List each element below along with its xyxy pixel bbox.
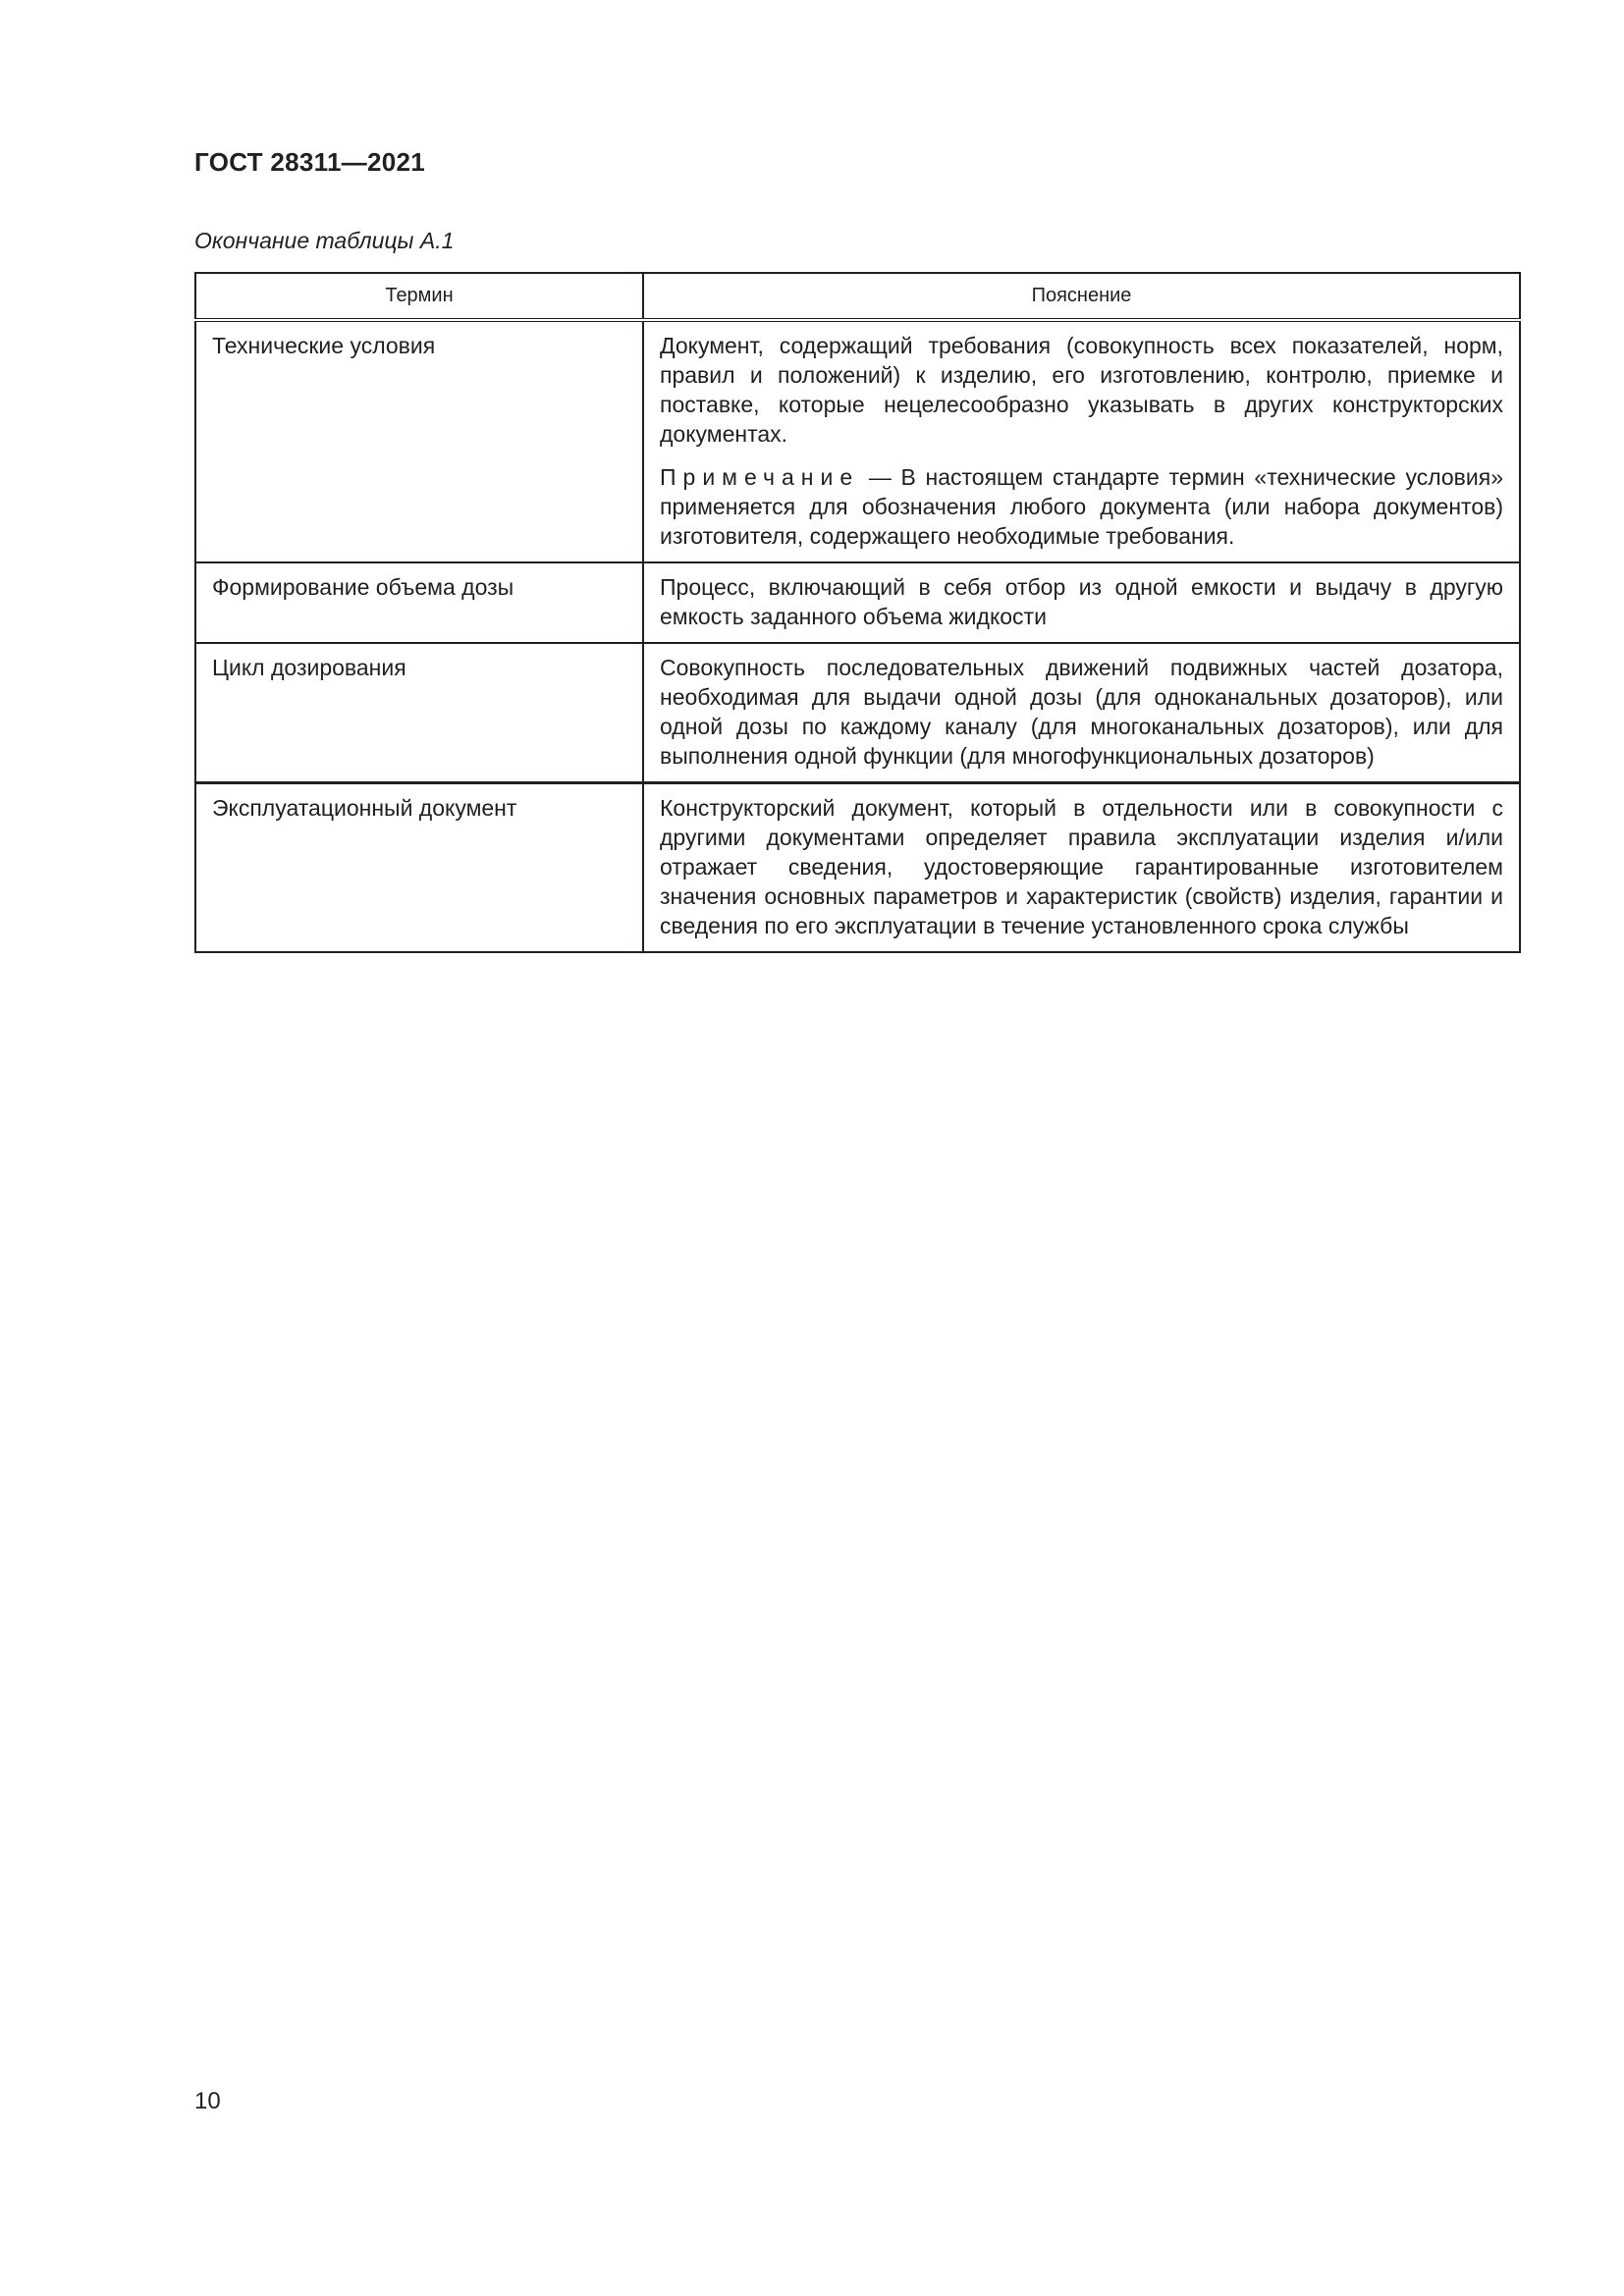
table-row [195,562,1520,643]
note-paragraph [660,462,1503,551]
page-number: 10 [194,2088,221,2114]
term-cell: Формирование объема дозы [195,562,643,643]
explanation-text: Совокупность последовательных движений подвижных частей дозатора, необходимая для выдачи одной дозы (для одноканальных дозаторов), или одной дозы по каждому каналу (для многоканальных дозаторов), или для выполнения одной функции (для многофункциональных дозаторов) [660,655,1503,769]
column-header-term: Термин [195,273,643,320]
term-cell: Эксплуатационный документ [195,783,643,953]
document-code: ГОСТ 28311—2021 [194,147,426,177]
explanation-text: Документ, содержащий требования (совокупность всех показателей, норм, правил и положений) к изделию, его изготовлению, контролю, приемке и поставке, которые нецелесообразно указывать в других конструкторских документах. [660,333,1503,447]
explanation-text: Конструкторский документ, который в отдельности или в совокупности с другими документами определяет правила эксплуатации изделия и/или отражает сведения, удостоверяющие гарантированные изготовителем значения основных параметров и характеристик (свойств) изделия, гарантии и сведения по его эксплуатации в течение установленного срока службы [660,795,1503,938]
table-caption: Окончание таблицы А.1 [194,228,455,253]
explanation-cell [643,643,1520,783]
note-text: — В настоящем стандарте термин «технические условия» применяется для обозначения любого документа (или набора документов) изготовителя, содержащего необходимые требования. [660,464,1503,549]
explanation-text: Процесс, включающий в себя отбор из одной емкости и выдачу в другую емкость заданного объема жидкости [660,574,1503,629]
note-label: Примечание [660,464,860,490]
table-header-row [195,273,1520,320]
explanation-cell [643,562,1520,643]
term-cell: Технические условия [195,320,643,562]
term-cell: Цикл дозирования [195,643,643,783]
table-row [195,320,1520,562]
column-header-explanation: Пояснение [643,273,1520,320]
table-row [195,783,1520,953]
terms-table [194,272,1521,953]
table-row [195,643,1520,783]
explanation-cell [643,320,1520,562]
explanation-cell [643,783,1520,953]
